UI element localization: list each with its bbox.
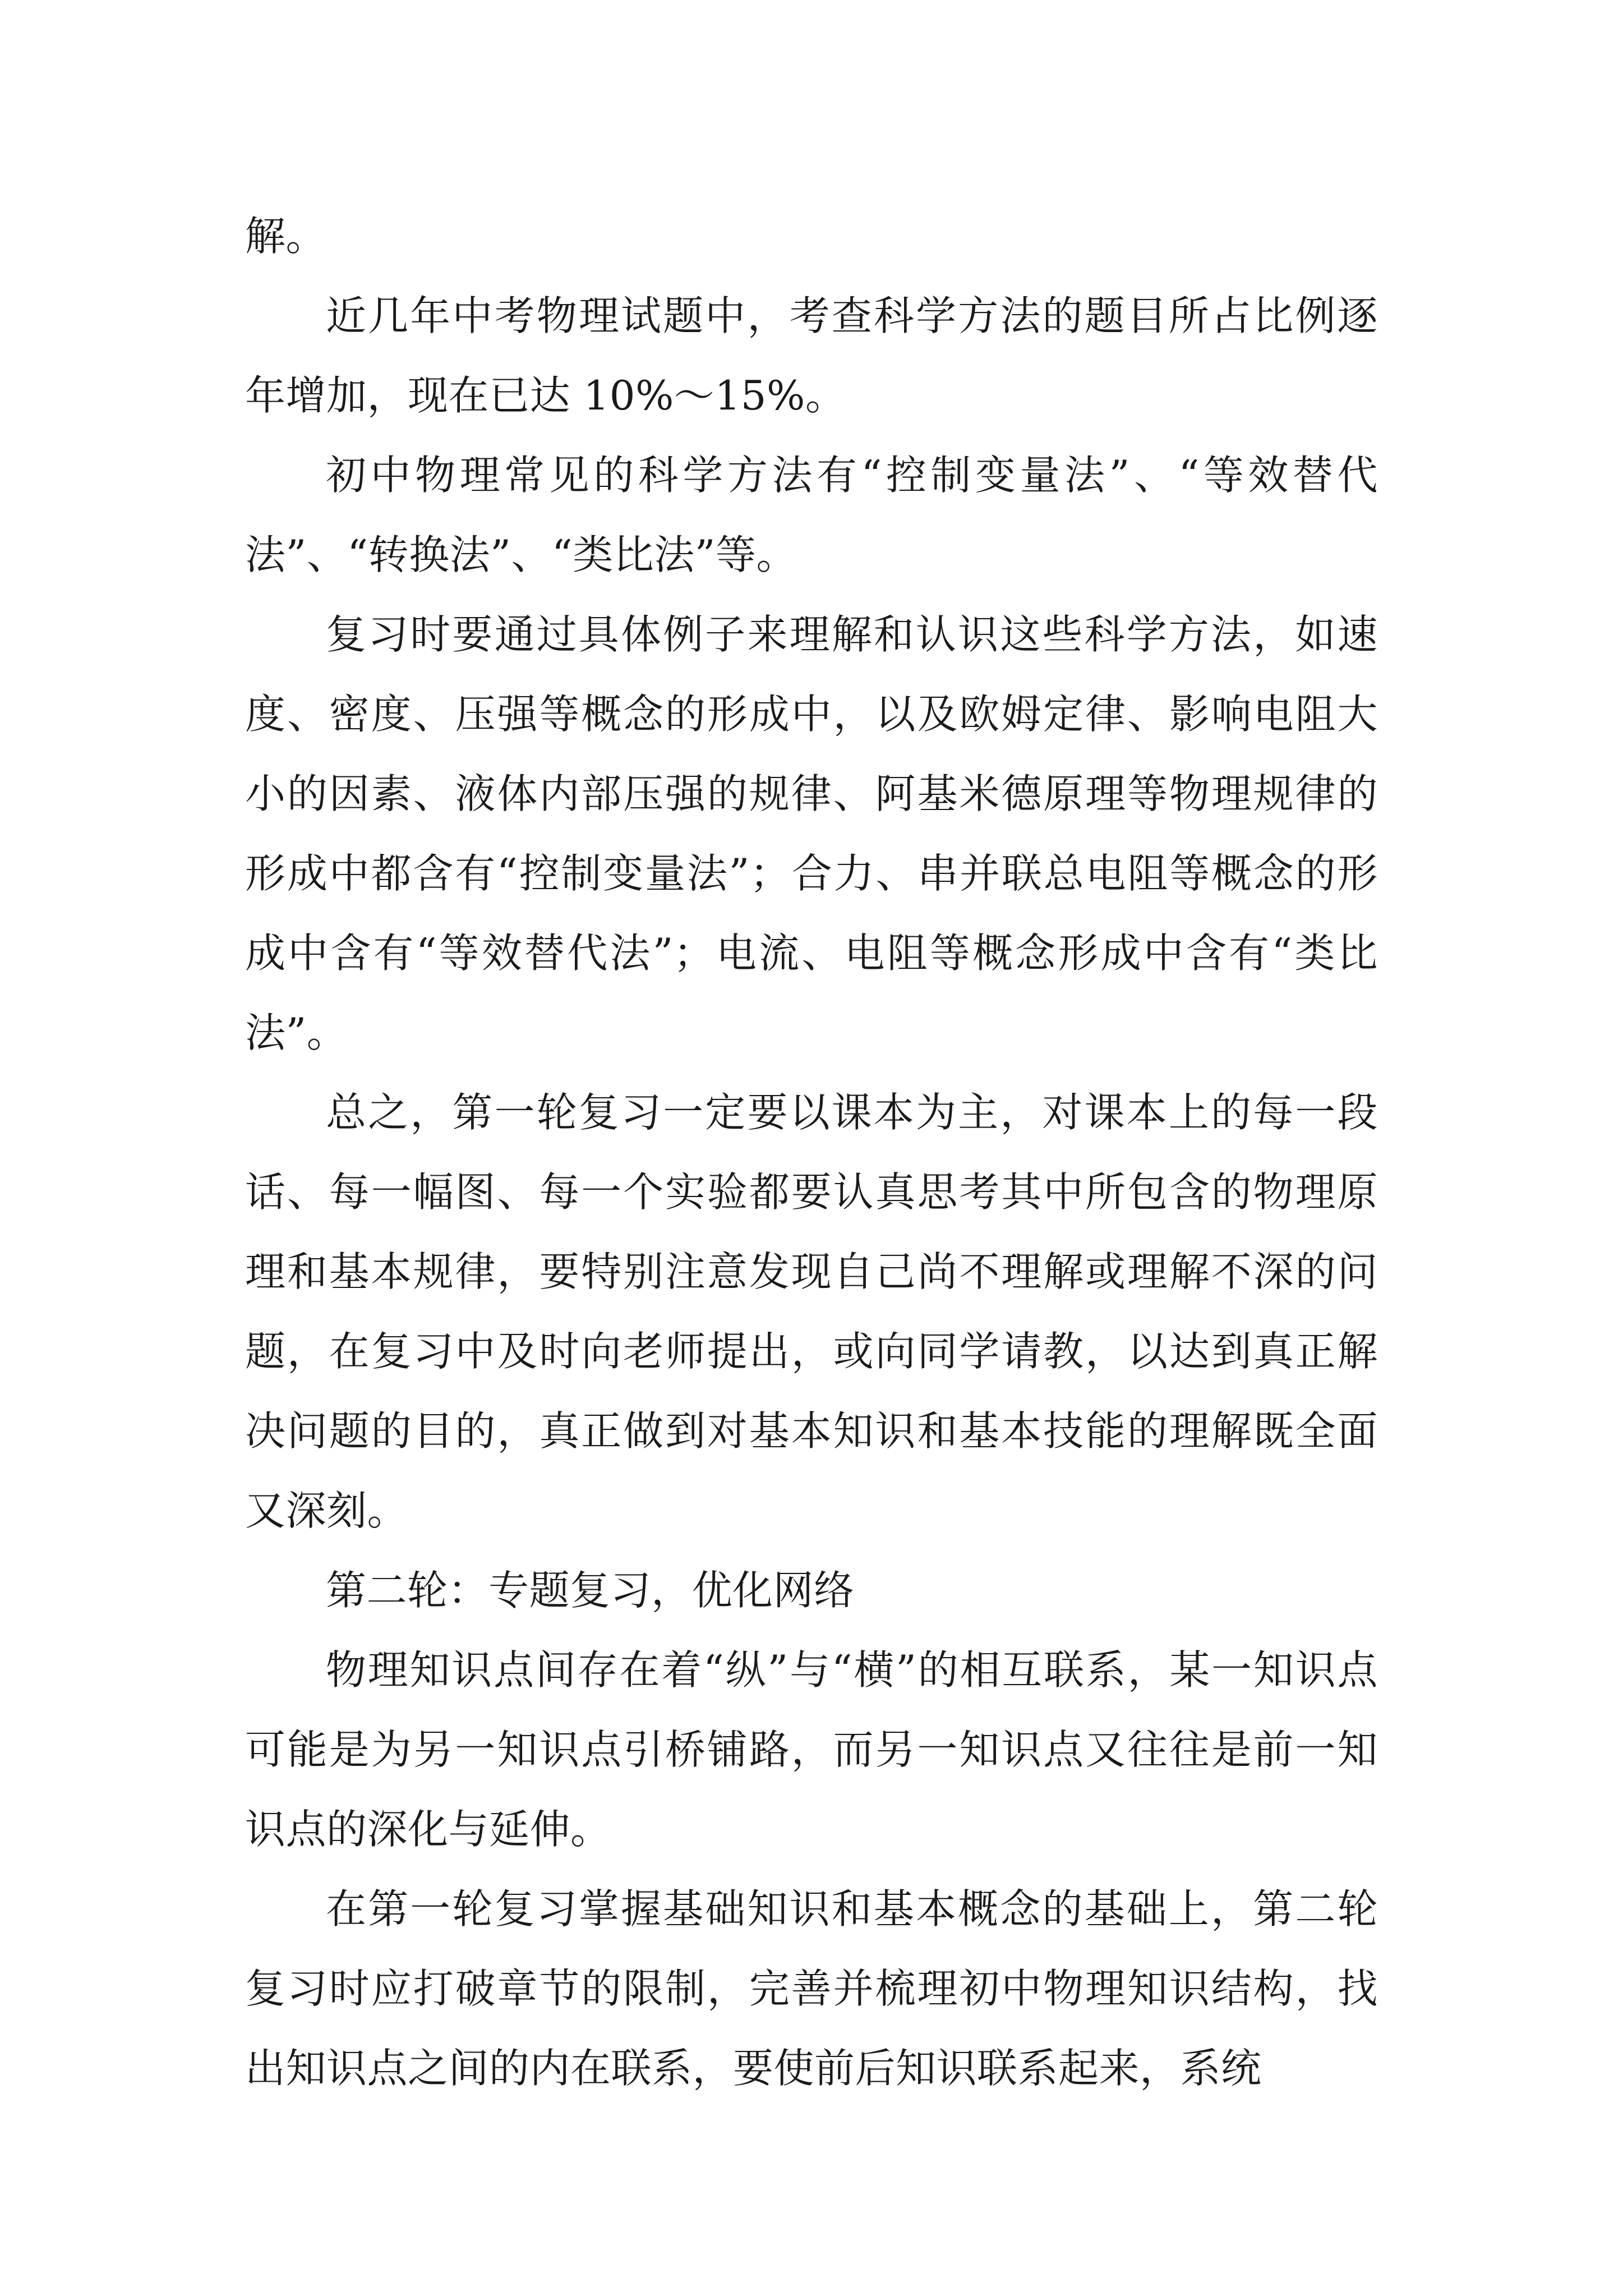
paragraph-method-examples: 复习时要通过具体例子来理解和认识这些科学方法，如速度、密度、压强等概念的形成中，以及欧姆定律、影响电阻大小的因素、液体内部压强的规律、阿基米德原理等物理规律的形成中都含有“控制变量法”；合力、串并联总电阻等概念的形成中含有“等效替代法”；电流、电阻等概念形成中含有“类比法”。 bbox=[245, 611, 1378, 1056]
body-text bbox=[245, 196, 1378, 2108]
section-heading-second-round: 第二轮：专题复习，优化网络 bbox=[326, 1567, 855, 1614]
paragraph-knowledge-links: 物理知识点间存在着“纵”与“横”的相互联系，某一知识点可能是为另一知识点引桥铺路，而另一知识点又往往是前一知识点的深化与延伸。 bbox=[245, 1646, 1378, 1853]
paragraph-continuation: 解。 bbox=[245, 213, 327, 260]
paragraph-second-round-plan: 在第一轮复习掌握基础知识和基本概念的基础上，第二轮复习时应打破章节的限制，完善并梳理初中物理知识结构，找出知识点之间的内在联系，要使前后知识联系起来，系统 bbox=[245, 1885, 1378, 2092]
paragraph-exam-proportion: 近几年中考物理试题中，考查科学方法的题目所占比例逐年增加，现在已达 10%～15%。 bbox=[245, 292, 1378, 419]
paragraph-first-round-summary: 总之，第一轮复习一定要以课本为主，对课本上的每一段话、每一幅图、每一个实验都要认真思考其中所包含的物理原理和基本规律，要特别注意发现自己尚不理解或理解不深的问题，在复习中及时向老师提出，或向同学请教，以达到真正解决问题的目的，真正做到对基本知识和基本技能的理解既全面又深刻。 bbox=[245, 1089, 1378, 1534]
paragraph-common-methods: 初中物理常见的科学方法有“控制变量法”、“等效替代法”、“转换法”、“类比法”等。 bbox=[245, 452, 1378, 578]
